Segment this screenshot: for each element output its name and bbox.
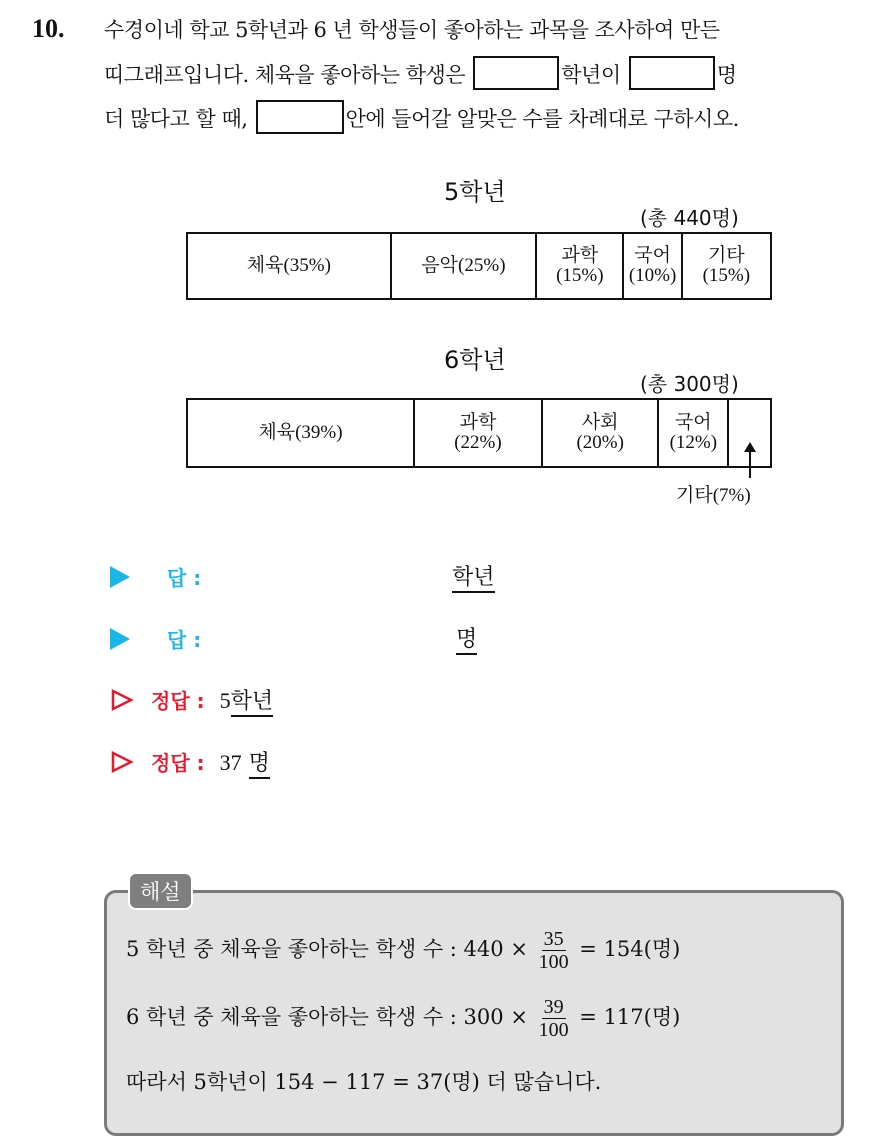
chart-1-title: 5학년 [444, 178, 506, 206]
explanation-line-1-text: 5 학년 중 체육을 좋아하는 학생 수 : 440 × [126, 937, 528, 961]
question-line-3 [104, 100, 739, 134]
correct-label: 정답 : [151, 751, 205, 775]
segment-label: 체육 [258, 421, 296, 444]
segment-percent: (20%) [576, 432, 624, 453]
segment-percent: (7%) [712, 485, 751, 506]
other-pointer-arrow-icon [740, 440, 760, 480]
correct-row-2 [110, 746, 270, 777]
fraction-numerator: 39 [543, 996, 564, 1018]
chart-1-segment-other [683, 234, 770, 298]
segment-percent: (15%) [702, 265, 751, 286]
fraction-numerator: 35 [543, 928, 564, 950]
segment-percent: (22%) [454, 432, 502, 453]
question-line-3-text: 더 많다고 할 때, [104, 107, 248, 131]
answer-2-unit-text: 명 [456, 627, 477, 655]
question-line-2 [104, 56, 737, 90]
question-line-3-rest: 안에 들어갈 알맞은 수를 차례대로 구하시오. [345, 107, 739, 131]
chart-2-total: (총 300명) [640, 372, 739, 396]
question-line-2-mid: 학년이 [561, 63, 621, 87]
segment-label: 기타 [676, 484, 713, 506]
chart-1-segment-music [392, 234, 538, 298]
segment-label: 음악 [421, 254, 459, 277]
chart-2-segment-pe [188, 400, 415, 466]
segment-percent: (10%) [628, 265, 677, 286]
chart-1-band [186, 232, 772, 300]
chart-2-segment-social [543, 400, 659, 466]
answer-blank-count [629, 56, 715, 90]
question-line-1: 수경이네 학교 5학년과 6 년 학생들이 좋아하는 과목을 조사하여 만든 [104, 18, 720, 42]
chart-2-segment-korean [659, 400, 729, 466]
explanation-line-2 [126, 996, 680, 1041]
explanation-line-1 [126, 928, 680, 973]
chart-1-segment-pe [188, 234, 392, 298]
explanation-line-2-text: 6 학년 중 체육을 좋아하는 학생 수 : 300 × [126, 1005, 528, 1029]
segment-percent: (12%) [669, 432, 718, 453]
chart-1-total: (총 440명) [640, 206, 739, 230]
segment-percent: (15%) [556, 265, 604, 286]
segment-label: 과학 [459, 411, 497, 434]
explanation-line-2-result: = 117(명) [579, 1005, 681, 1029]
answer-blank-grade [473, 56, 559, 90]
chart-1-segment-korean [624, 234, 682, 298]
fraction [539, 928, 569, 973]
correct-2-value: 37 [219, 750, 242, 775]
question-line-2-unit: 명 [716, 63, 737, 87]
question-line-2-text: 띠그래프입니다. 체육을 좋아하는 학생은 [104, 63, 466, 87]
correct-row-1 [110, 684, 273, 715]
chart-2-segment-science [415, 400, 543, 466]
segment-label: 기타 [707, 244, 745, 267]
chart-2-band [186, 398, 772, 468]
outline-triangle-icon [110, 688, 134, 712]
answer-1-unit-text: 학년 [452, 565, 495, 593]
chart-2-title: 6학년 [444, 346, 506, 374]
answer-label: 답 : [167, 628, 202, 652]
answer-label: 답 : [167, 566, 202, 590]
segment-label: 국어 [674, 411, 712, 434]
correct-1-unit: 학년 [231, 689, 274, 717]
segment-percent: (35%) [283, 255, 331, 277]
fraction [539, 996, 569, 1041]
blank-example-box [256, 100, 344, 134]
segment-label: 체육 [246, 254, 284, 277]
correct-1-value: 5 [219, 688, 231, 713]
play-triangle-icon [110, 566, 130, 588]
play-triangle-icon [110, 628, 130, 650]
chart-1-segment-science [537, 234, 624, 298]
question-number: 10. [32, 14, 65, 43]
fraction-denominator: 100 [538, 951, 569, 973]
correct-label: 정답 : [151, 689, 205, 713]
answer-row-2 [110, 624, 201, 653]
segment-percent: (25%) [458, 255, 506, 277]
explanation-line-1-result: = 154(명) [579, 937, 681, 961]
fraction-denominator: 100 [538, 1019, 569, 1041]
answer-row-1 [110, 562, 201, 591]
explanation-tag: 해설 [128, 872, 193, 910]
segment-percent: (39%) [295, 422, 343, 444]
correct-2-unit: 명 [249, 751, 270, 779]
segment-label: 국어 [634, 244, 671, 267]
answer-1-unit[interactable] [452, 560, 495, 591]
chart-2-other-label [676, 480, 751, 507]
segment-label: 사회 [581, 411, 619, 434]
answer-2-unit[interactable] [456, 622, 477, 653]
outline-triangle-icon [110, 750, 134, 774]
explanation-line-3: 따라서 5학년이 154 − 117 = 37(명) 더 많습니다. [126, 1070, 602, 1094]
segment-label: 과학 [561, 244, 599, 267]
